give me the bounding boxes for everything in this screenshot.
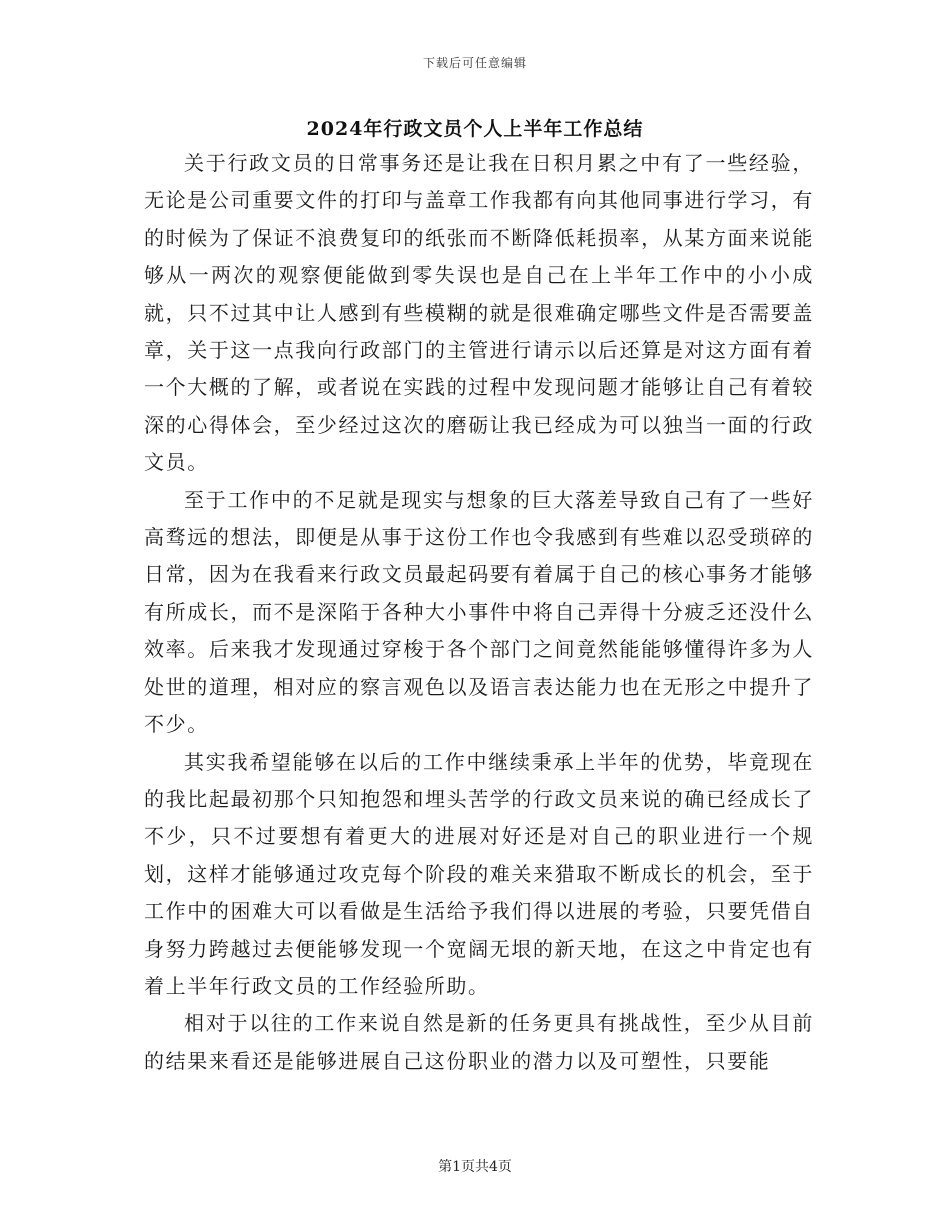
paragraph-3: 其实我希望能够在以后的工作中继续秉承上半年的优势，毕竟现在的我比起最初那个只知抱怨和埋头苦学的行政文员来说的确已经成长了不少，只不过要想有着更大的进展对好还是对自己的职业进行一个规划，这样才能够通过攻克每个阶段的难关来猎取不断成长的机会，至于工作中的困难大可以看做是生活给予我们得以进展的考验，只要凭借自身努力跨越过去便能够发现一个宽阔无垠的新天地，在这之中肯定也有着上半年行政文员的工作经验所助。 (144, 749, 814, 998)
paragraph-1: 关于行政文员的日常事务还是让我在日积月累之中有了一些经验，无论是公司重要文件的打印与盖章工作我都有向其他同事进行学习，有的时候为了保证不浪费复印的纸张而不断降低耗损率，从某方面来说能够从一两次的观察便能做到零失误也是自己在上半年工作中的小小成就，只不过其中让人感到有些模糊的就是很难确定哪些文件是否需要盖章，关于这一点我向行政部门的主管进行请示以后还算是对这方面有着一个大概的了解，或者说在实践的过程中发现问题才能够让自己有着较深的心得体会，至少经过这次的磨砺让我已经成为可以独当一面的行政文员。 (144, 151, 814, 475)
page-number: 第1页共4页 (438, 1159, 512, 1175)
paragraph-4: 相对于以往的工作来说自然是新的任务更具有挑战性，至少从目前的结果来看还是能够进展自己这份职业的潜力以及可塑性，只要能 (144, 1011, 814, 1073)
document-title: 2024年行政文员个人上半年工作总结 (306, 118, 644, 140)
header-note: 下载后可任意编辑 (422, 56, 527, 70)
paragraph-2: 至于工作中的不足就是现实与想象的巨大落差导致自己有了一些好高骛远的想法，即便是从事于这份工作也令我感到有些难以忍受琐碎的日常，因为在我看来行政文员最起码要有着属于自己的核心事务才能够有所成长，而不是深陷于各种大小事件中将自己弄得十分疲乏还没什么效率。后来我才发现通过穿梭于各个部门之间竟然能能够懂得许多为人处世的道理，相对应的察言观色以及语言表达能力也在无形之中提升了不少。 (144, 487, 814, 737)
document-body (144, 145, 814, 1080)
